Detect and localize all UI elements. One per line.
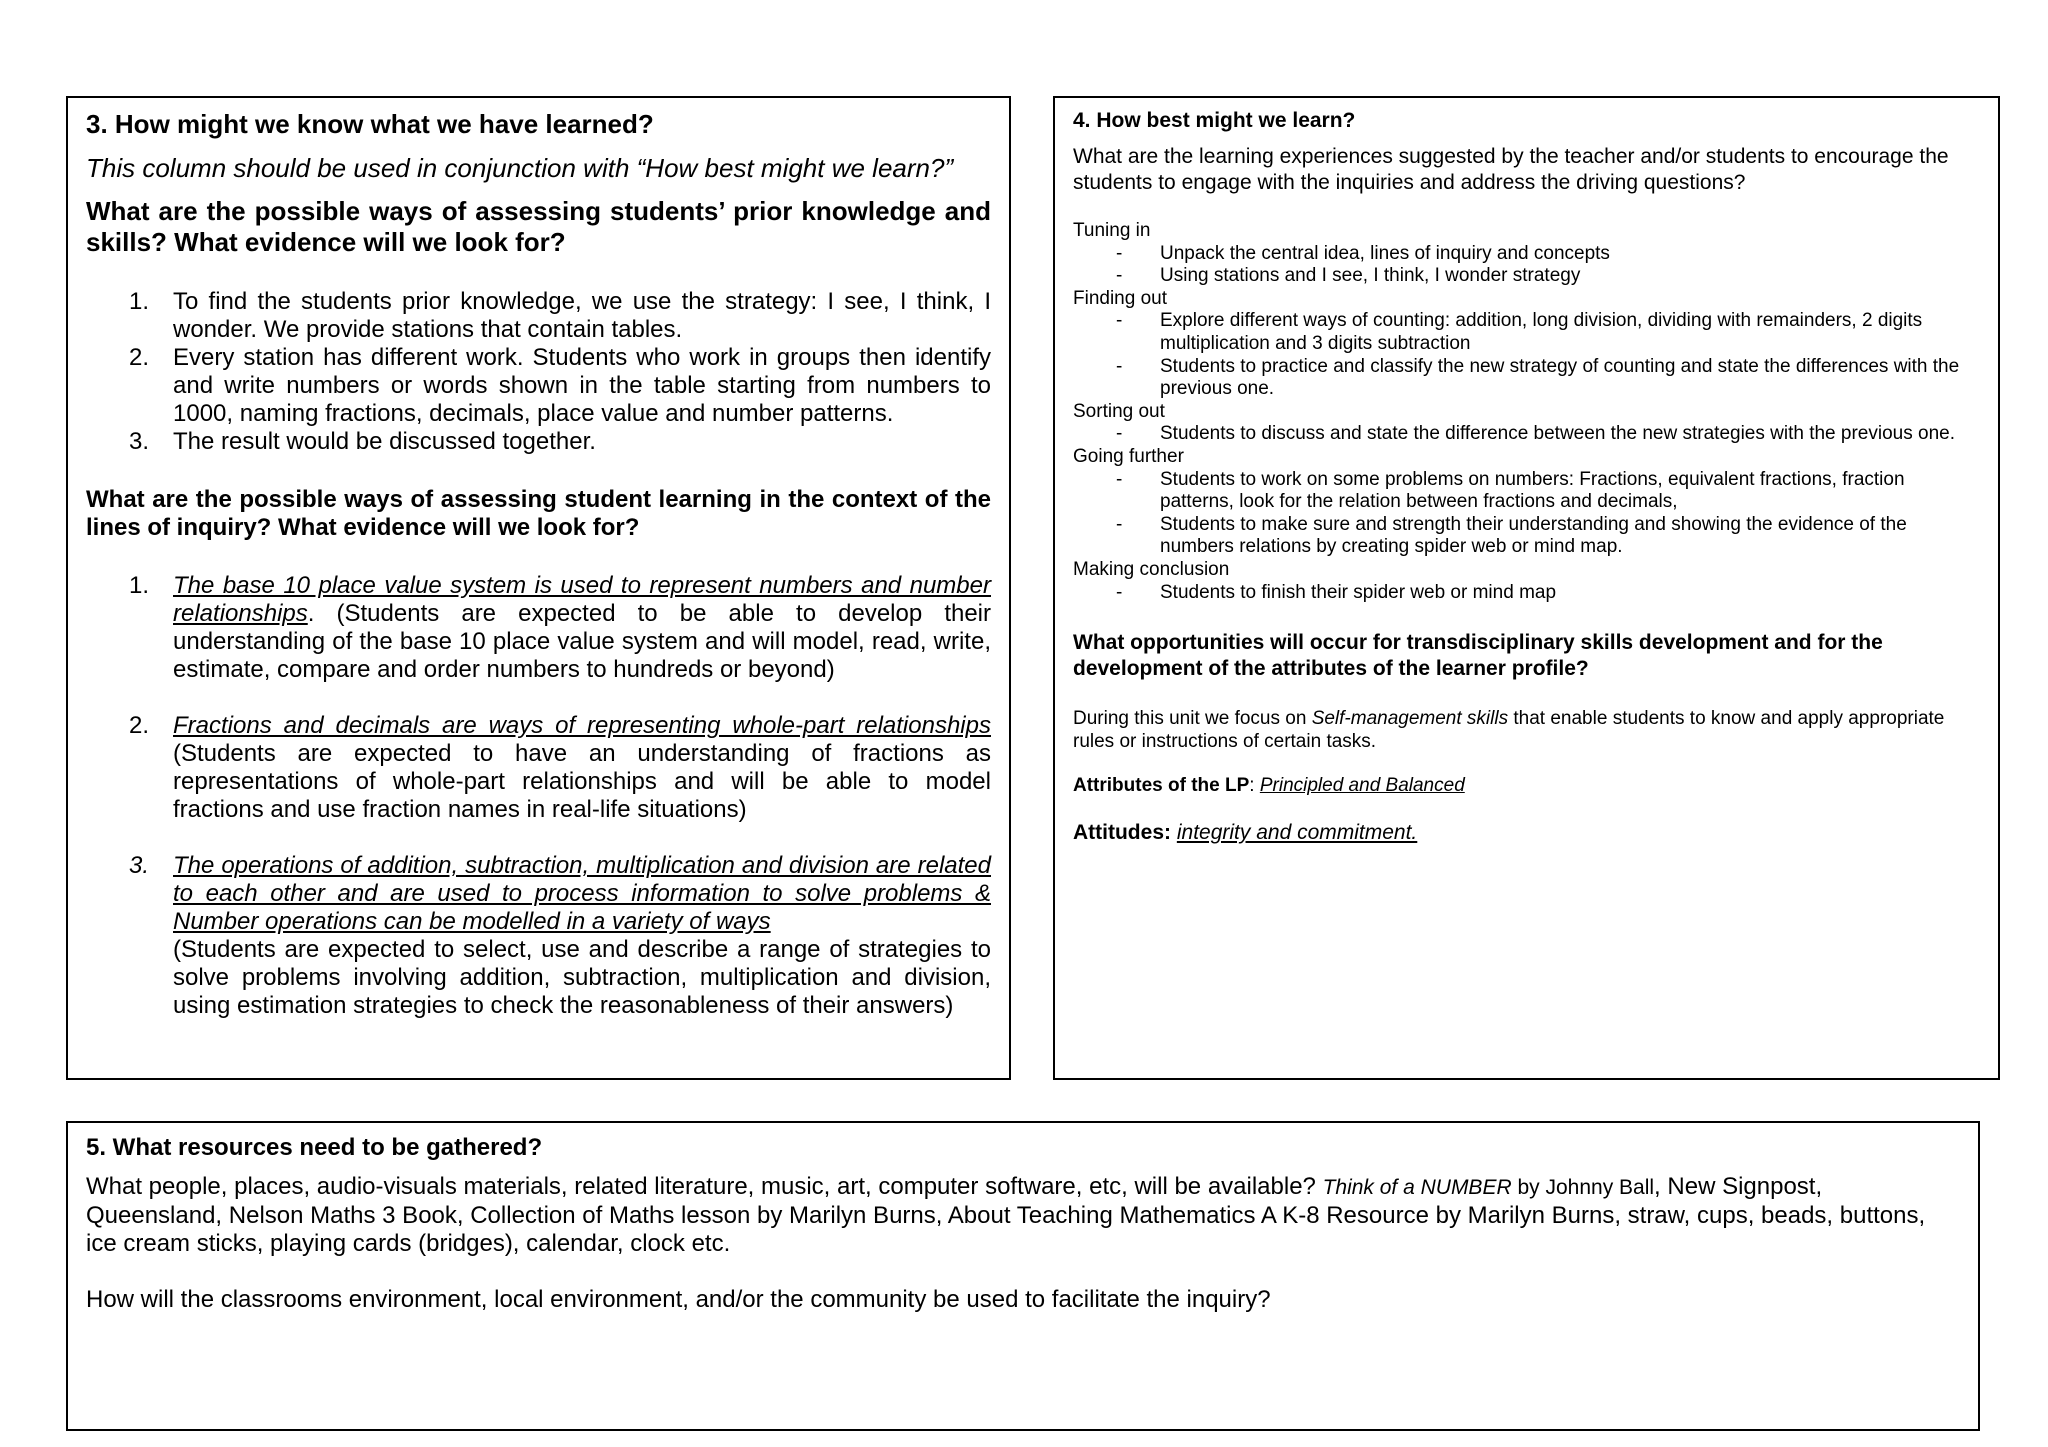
attitudes: Attitudes: integrity and commitment. — [1073, 820, 1418, 844]
list-item: 3. The operations of addition, subtraction, multiplication and division are related to each other and are used to process information to solve problems & Number operations can be modelled in a variety of ways (Students are expected to select, use and describe a range of strategies to solve problems involving addition, subtraction, multiplication and division, using estimation strategies to check the reasonableness of their answers) — [129, 852, 991, 1019]
section-4-intro: What are the learning experiences suggested by the teacher and/or students to encourage the students to engage with the inquiries and address the driving questions? — [1073, 145, 1949, 194]
phase-item: - Explore different ways of counting: addition, long division, dividing with remainders, 2 digits multiplication and 3 digits subtraction — [1116, 310, 1923, 354]
inquiry-title: The base 10 place value system is used to represent numbers and number relationships — [173, 572, 991, 627]
phase-name: Finding out — [1073, 287, 1168, 309]
skills-answer: During this unit we focus on Self-management skills that enable students to know and apply appropriate rules or instructions of certain tasks. — [1073, 708, 1945, 752]
list-item: 3. The result would be discussed together. — [129, 428, 596, 455]
phase-item: - Unpack the central idea, lines of inquiry and concepts — [1116, 242, 1610, 264]
phase-name: Sorting out — [1073, 400, 1165, 422]
section-4-title: 4. How best might we learn? — [1073, 109, 1356, 132]
section-3-title: 3. How might we know what we have learned? — [86, 109, 654, 139]
learning-phases — [1073, 220, 1980, 604]
section-4-panel — [1053, 96, 2000, 1080]
student-learning-question: What are the possible ways of assessing student learning in the context of the lines of inquiry? What evidence will we look for? — [86, 486, 991, 541]
list-item: 1. The base 10 place value system is used to represent numbers and number relationships. (Students are expected to be able to develop their understanding of the base 10 place value system and will model, read, write, estimate, compare and order numbers to hundreds or beyond) — [129, 572, 991, 683]
book-title: Think of a NUMBER — [1322, 1176, 1512, 1199]
phase-item: - Using stations and I see, I think, I wonder strategy — [1116, 265, 1581, 287]
list-item: 2. Every station has different work. Students who work in groups then identify and write numbers or words shown in the table starting from numbers to 1000, naming fractions, decimals, place value and number patterns. — [129, 344, 991, 427]
lines-of-inquiry-list — [86, 572, 991, 1020]
learner-profile-attributes: Attributes of the LP: Principled and Balanced — [1073, 775, 1465, 797]
section-3-note: This column should be used in conjunction with “How best might we learn?” — [86, 153, 954, 183]
list-item: 2. Fractions and decimals are ways of representing whole-part relationships (Students are expected to have an understanding of fractions as representations of whole-part relationships and will be able to model fractions and use fraction names in real-life situations) — [129, 712, 991, 823]
section-5-title: 5. What resources need to be gathered? — [86, 1134, 543, 1161]
phase-item: - Students to work on some problems on numbers: Fractions, equivalent fractions, fraction patterns, look for the relation between fractions and decimals, — [1116, 468, 1905, 513]
phase-item: - Students to discuss and state the difference between the new strategies with the previous one. — [1116, 423, 1955, 445]
inquiry-title: Fractions and decimals are ways of representing whole-part relationships — [173, 712, 991, 739]
prior-knowledge-list — [86, 288, 991, 456]
section-3-panel — [66, 96, 1011, 1080]
phase-item: - Students to finish their spider web or mind map — [1116, 581, 1557, 603]
phase-name: Going further — [1073, 445, 1184, 467]
phase-name: Tuning in — [1073, 220, 1151, 241]
resources-answer: What people, places, audio-visuals materials, related literature, music, art, computer software, etc, will be available? Think of a NUMBER by Johnny Ball, New Signpost, Queensland, Nelson Maths 3 Book, Collection of Maths lesson by Marilyn Burns, About Teaching Mathematics A K-8 Resource by Marilyn Burns, straw, cups, beads, buttons, ice cream sticks, playing cards (bridges), calendar, clock etc. — [86, 1173, 1926, 1257]
phase-item: - Students to practice and classify the new strategy of counting and state the differences with the previous one. — [1116, 355, 1960, 400]
environment-question: How will the classrooms environment, local environment, and/or the community be used to facilitate the inquiry? — [86, 1286, 1271, 1313]
skills-question: What opportunities will occur for transdisciplinary skills development and for the development of the attributes of the learner profile? — [1073, 631, 1883, 681]
list-item: 1. To find the students prior knowledge, we use the strategy: I see, I think, I wonder. We provide stations that contain tables. — [129, 288, 991, 343]
prior-knowledge-question: What are the possible ways of assessing students’ prior knowledge and skills? What evidence will we look for? — [86, 196, 991, 257]
phase-item: - Students to make sure and strength their understanding and showing the evidence of the numbers relations by creating spider web or mind map. — [1116, 513, 1907, 558]
inquiry-title: The operations of addition, subtraction, multiplication and division are related to each other and are used to process information to solve problems & Number operations can be modelled in a variety of ways — [173, 852, 991, 935]
phase-name: Making conclusion — [1073, 558, 1230, 580]
section-5-panel — [66, 1121, 1980, 1431]
